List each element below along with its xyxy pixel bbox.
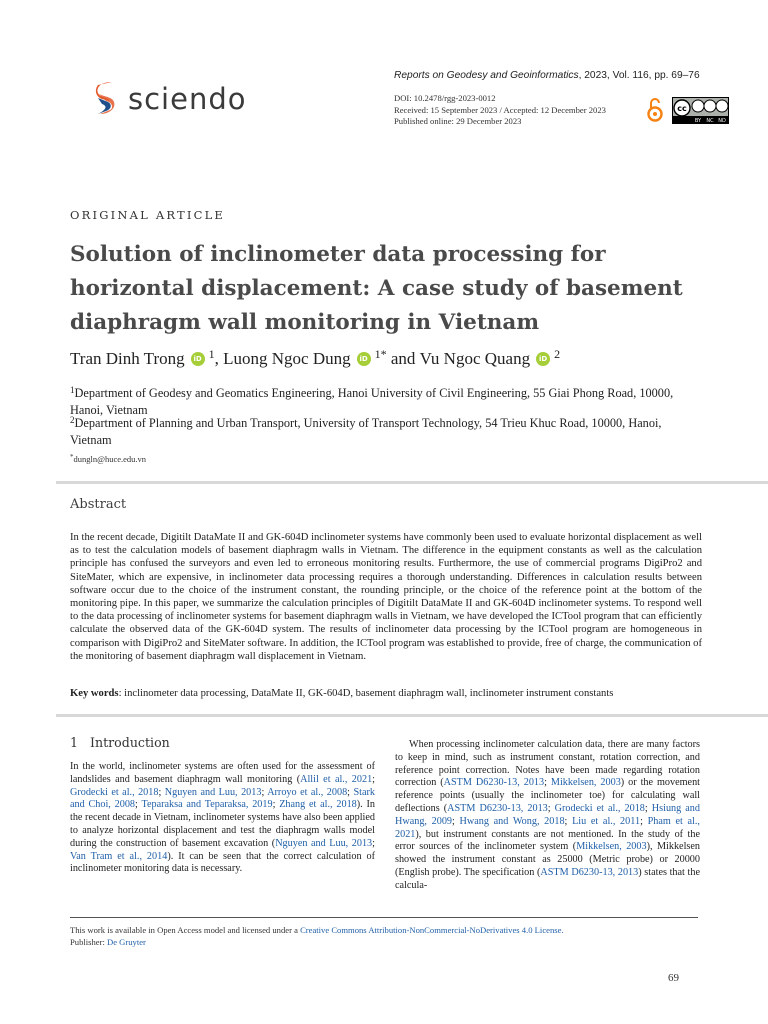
nc-label: NC xyxy=(706,118,714,124)
doi[interactable]: DOI: 10.2478/rgg-2023-0012 xyxy=(394,93,496,103)
divider xyxy=(56,714,768,717)
body-text: ), Mikkelsen showed the instrument constant as 25000 (Metric probe) or 20000 (English probe). The specification ( xyxy=(395,841,700,878)
author-separator: and xyxy=(386,349,420,368)
article-title: Solution of inclinometer data processing for horizontal displacement: A case study of basement diaphragm wall monitoring in Vietnam xyxy=(70,242,683,335)
citation-link[interactable]: Van Tram et al., 2014 xyxy=(70,850,168,862)
author-list xyxy=(70,346,561,369)
divider xyxy=(56,481,768,484)
citation-link[interactable]: Mikkelsen, 2003 xyxy=(576,841,647,853)
body-text: ; xyxy=(158,786,165,798)
author-name: Vu Ngoc Quang xyxy=(419,349,531,368)
body-text: ), but instrument constants are not mentioned. In the study of the error sources of the inclinometer system ( xyxy=(395,828,700,853)
body-text: ; xyxy=(261,786,268,798)
license-link[interactable]: Creative Commons Attribution-NonCommercial-NoDerivatives 4.0 License. xyxy=(300,925,564,935)
sciendo-wordmark: sciendo xyxy=(128,82,247,116)
body-text: ; xyxy=(644,802,652,814)
citation-link[interactable]: ASTM D6230-13, 2013 xyxy=(443,777,545,789)
body-text: ; xyxy=(372,837,375,849)
citation-link[interactable]: Grodecki et al., 2018 xyxy=(554,802,645,814)
affiliation-2 xyxy=(70,416,700,448)
intro-paragraph-left xyxy=(70,761,375,876)
body-text: ; xyxy=(547,802,555,814)
author-name: Tran Dinh Trong xyxy=(70,349,185,368)
affiliation-1 xyxy=(70,386,700,418)
author-affiliation-mark: 2 xyxy=(554,346,561,361)
license-footnote xyxy=(70,924,564,948)
email-address[interactable]: dungln@huce.edu.vn xyxy=(73,454,147,464)
citation-link[interactable]: Liu et al., 2011 xyxy=(572,815,641,827)
citation-link[interactable]: Allil et al., 2021 xyxy=(300,773,373,785)
keywords-label: Key words xyxy=(70,688,119,699)
citation-link[interactable]: Hwang and Wong, 2018 xyxy=(459,815,565,827)
citation-link[interactable]: ASTM D6230-13, 2013 xyxy=(540,866,639,878)
journal-citation xyxy=(394,63,714,82)
affiliation-number: 1 xyxy=(70,385,75,395)
author-separator: , xyxy=(214,349,224,368)
body-text: ; xyxy=(135,799,142,811)
author-affiliation-mark: 1 xyxy=(208,346,215,361)
journal-name: Reports on Geodesy and Geoinformatics xyxy=(394,70,579,81)
open-access-icon xyxy=(647,97,663,123)
citation-link[interactable]: Pham et al., 2021 xyxy=(395,815,700,840)
citation-link[interactable]: Nguyen and Luu, 2013 xyxy=(164,786,262,798)
body-text: ; xyxy=(452,815,460,827)
journal-details: , 2023, Vol. 116, pp. 69–76 xyxy=(578,70,700,81)
publisher-prefix: Publisher: xyxy=(70,937,108,947)
cc-label: cc xyxy=(677,104,687,113)
article-type: ORIGINAL ARTICLE xyxy=(70,208,226,222)
author-affiliation-mark: 1* xyxy=(374,346,387,361)
orcid-icon[interactable]: iD xyxy=(536,352,550,366)
citation-link[interactable]: Stark and Choi, 2008 xyxy=(70,786,375,811)
body-text: ) states that the calcula- xyxy=(395,866,700,891)
citation-link[interactable]: Hsiung and Hwang, 2009 xyxy=(395,802,700,827)
body-text: ; xyxy=(372,773,376,785)
body-text: When processing inclinometer calculation data, there are many factors to keep in mind, such as instrument constant, rotation correction, and reference point correction. Notes have been made regarding rotation correction ( xyxy=(395,739,700,789)
citation-link[interactable]: Teparaksa and Teparaksa, 2019 xyxy=(141,799,273,811)
page-number: 69 xyxy=(668,972,679,984)
license-prefix: This work is available in Open Access model and licensed under a xyxy=(70,925,301,935)
body-text: ). It can be seen that the correct calculation of inclinometer monitoring data is necessary. xyxy=(70,850,375,875)
citation-link[interactable]: Grodecki et al., 2018 xyxy=(70,786,159,798)
footnote-rule xyxy=(70,917,698,918)
body-text: ; xyxy=(544,777,551,789)
abstract-text: In the recent decade, Digitilt DataMate II and GK-604D inclinometer systems have commonly been used to evaluate horizontal displacement as well as to test the calculation models of basement diaphragm walls in Vietnam. The difference in the equipment constants as well as the calculation principle has confused the surveyors and even led to erroneous monitoring results. Furthermore, the use of commercial programs DigiPro2 and SiteMater, which are expensive, in inclinometer data processing requires a thorough understanding. Differences in calculation results between software occur due to the choice of the instrument constant, the rounding principle, or the choice of the reference point at the bottom of the monitoring pipe. In this paper, we summarize the calculation principles of Digitilt DataMate II and GK-604D inclinometer systems. To respond well to the data processing of inclinometer systems for basement diaphragm walls in Vietnam, we have developed the ICTool program that can efficiently calculate the observed data of the GK-604D system. The results of inclinometer data processing by the ICTool program are homogeneous in comparison with DigiPro2 and SiteMater software. In addition, the ICTool program was established to provide, free of charge, the communication of the monitoring of basement diaphragm wall displacement in Vietnam. xyxy=(70,532,702,662)
body-text: ). In the recent decade in Vietnam, inclinometer systems have also been applied to analyze horizontal displacement and test the diaphragm walls model during the construction of basement excavation ( xyxy=(70,799,375,849)
citation-link[interactable]: Mikkelsen, 2003 xyxy=(550,777,621,789)
author-name: Luong Ngoc Dung xyxy=(223,349,351,368)
section-heading xyxy=(70,735,170,750)
publisher-link[interactable]: De Gruyter xyxy=(107,937,146,947)
body-text: ) or the movement reference points (usually the inclinometer toe) for calculating wall deflections ( xyxy=(395,777,700,814)
received-date: Received: 15 September 2023 / Accepted: 12 December 2023 xyxy=(394,104,606,115)
citation-link[interactable]: Arroyo et al., 2008 xyxy=(267,786,348,798)
article-meta xyxy=(394,93,606,128)
affiliation-text: Department of Geodesy and Geomatics Engineering, Hanoi University of Civil Engineering, 55 Giai Phong Road, 10000, Hanoi, Vietnam xyxy=(70,386,674,417)
body-text: In the world, inclinometer systems are often used for the assessment of landslides and basement diaphragm wall monitoring ( xyxy=(70,761,375,785)
published-date: Published online: 29 December 2023 xyxy=(394,116,522,126)
abstract-heading: Abstract xyxy=(70,497,127,512)
citation-link[interactable]: Nguyen and Luu, 2013 xyxy=(275,837,373,849)
section-number: 1 xyxy=(70,735,79,750)
body-text: ; xyxy=(347,786,354,798)
citation-link[interactable]: Zhang et al., 2018 xyxy=(279,799,357,811)
corresponding-email xyxy=(70,454,146,464)
citation-link[interactable]: ASTM D6230-13, 2013 xyxy=(447,802,548,814)
sciendo-logo xyxy=(92,80,246,118)
body-text: ; xyxy=(640,815,648,827)
intro-paragraph-right xyxy=(395,739,700,893)
keywords xyxy=(70,688,710,699)
cc-license-badge-icon[interactable] xyxy=(672,97,729,124)
affiliation-text: Department of Planning and Urban Transport, University of Transport Technology, 54 Trieu Khuc Road, 10000, Hanoi, Vietnam xyxy=(70,416,662,447)
orcid-icon[interactable]: iD xyxy=(357,352,371,366)
orcid-icon[interactable]: iD xyxy=(191,352,205,366)
body-text: ; xyxy=(272,799,280,811)
affiliation-number: 2 xyxy=(70,415,75,425)
email-mark: * xyxy=(70,453,74,461)
keywords-list: : inclinometer data processing, DataMate II, GK-604D, basement diaphragm wall, inclinometer instrument constants xyxy=(118,688,614,699)
sciendo-mark-icon xyxy=(92,80,120,118)
body-text: ; xyxy=(564,815,573,827)
section-title: Introduction xyxy=(90,735,170,750)
nd-label: ND xyxy=(718,118,726,124)
by-label: BY xyxy=(694,118,702,124)
